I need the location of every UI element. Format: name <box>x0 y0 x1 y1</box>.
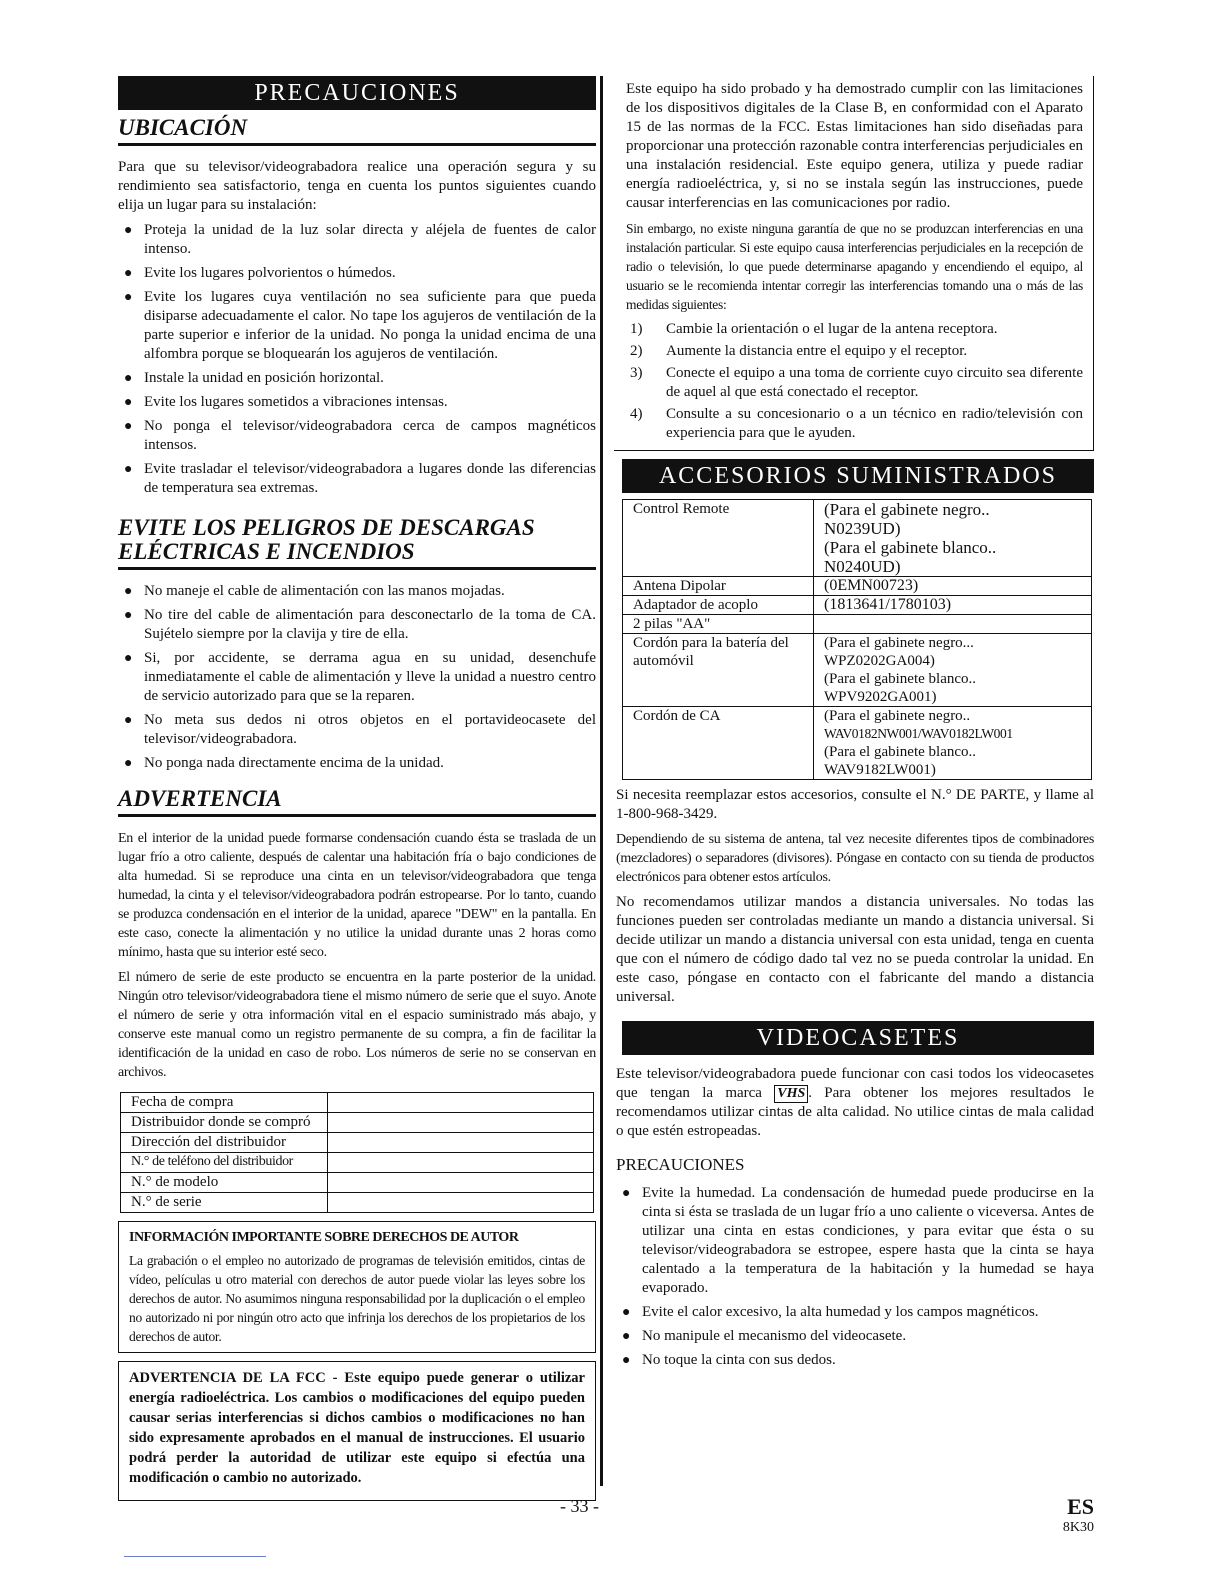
accesorios-banner: ACCESORIOS SUMINISTRADOS <box>622 459 1094 493</box>
fcc-compliance-box <box>614 76 1094 451</box>
page-number: - 33 - <box>560 1496 599 1516</box>
value-line: WAV0182NW001/WAV0182LW001 <box>824 726 1013 741</box>
language-code: ES <box>1067 1494 1094 1519</box>
value-line: (Para el gabinete negro.. <box>824 708 971 724</box>
value-line: (Para el gabinete negro... <box>824 635 974 651</box>
table-row <box>121 1093 594 1113</box>
list-item: ● Evite la humedad. La condensación de humedad puede producirse en la cinta si ésta se traslada de un lugar frío a uno caliente o viceversa. Antes de utilizar una cinta en estas condiciones, y para evitar que ésta o su televisor/videograbadora se estropee, espere hasta que la cinta se haya calentado a la temperatura de la habitación y la humedad se haya evaporado. <box>616 1184 1094 1298</box>
table-cell <box>814 615 1092 634</box>
table-cell: Cordón para la batería del automóvil <box>623 634 814 707</box>
footer-rule <box>124 1556 266 1557</box>
list-item: ● Instale la unidad en posición horizontal. <box>118 369 596 388</box>
value-line: (Para el gabinete negro.. <box>824 500 990 519</box>
table-cell: Antena Dipolar <box>623 577 814 596</box>
peligros-heading: EVITE LOS PELIGROS DE DESCARGAS ELÉCTRICAS E INCENDIOS <box>118 516 596 570</box>
step-text: Conecte el equipo a una toma de corriente cuyo circuito sea diferente de aquel al que está conectado el receptor. <box>666 365 1083 400</box>
accesorios-notes <box>616 786 1094 1007</box>
table-row <box>623 634 1092 707</box>
videocasetes-banner: VIDEOCASETES <box>622 1021 1094 1055</box>
accesorios-paragraph-1: Si necesita reemplazar estos accesorios, consulte el N.° DE PARTE, y llame al 1-800-968-3429. <box>616 787 1094 822</box>
table-row <box>623 707 1092 780</box>
ubicacion-heading: UBICACIÓN <box>118 116 596 146</box>
copyright-box <box>118 1221 596 1353</box>
peligros-list <box>118 582 596 773</box>
list-item: ● Evite los lugares polvorientos o húmedos. <box>118 264 596 283</box>
table-cell: Distribuidor donde se compró <box>121 1113 328 1133</box>
list-item: ● No ponga el televisor/videograbadora cerca de campos magnéticos intensos. <box>118 417 596 455</box>
list-item <box>626 320 1083 339</box>
list-item: ● Evite los lugares sometidos a vibraciones intensas. <box>118 393 596 412</box>
table-row <box>623 596 1092 615</box>
table-row <box>623 577 1092 596</box>
table-cell: Dirección del distribuidor <box>121 1133 328 1153</box>
table-row <box>121 1153 594 1173</box>
accesorios-paragraph-3: No recomendamos utilizar mandos a distancia universales. No todas las funciones pueden ser controladas mediante un mando a distancia universal. Si decide utilizar un mando a distancia universal con esta unidad, tenga en cuenta que con el número de código dado tal vez no se pueda controlar la unidad. En este caso, póngase en contacto con el fabricante del mando a distancia universal. <box>616 894 1094 1005</box>
fcc-paragraph-2: Sin embargo, no existe ninguna garantía de que no se produzcan interferencias en una instalación particular. Si este equipo causa interferencias perjudiciales en la recepción de radio o televisión, lo que puede determinarse apagando y encendiendo el equipo, al usuario se le recomienda intentar corregir las interferencias tomando una o más de las medidas siguientes: <box>626 221 1083 312</box>
column-divider <box>600 76 603 1486</box>
step-number: 2) <box>630 343 643 359</box>
table-cell <box>814 577 1092 596</box>
model-code: 8K30 <box>1062 1520 1094 1535</box>
value-line: WAV9182LW001) <box>824 762 936 778</box>
table-cell: Fecha de compra <box>121 1093 328 1113</box>
step-text: Aumente la distancia entre el equipo y el receptor. <box>666 343 968 359</box>
value-line: (Para el gabinete blanco.. <box>824 744 977 760</box>
step-text: Cambie la orientación o el lugar de la antena receptora. <box>666 321 998 337</box>
videocasetes-intro <box>616 1065 1094 1141</box>
step-number: 4) <box>630 406 643 422</box>
blank-field <box>328 1133 594 1153</box>
intro-text: Este televisor/videograbadora puede funcionar con casi todos los videocasetes que tengan la marca <box>616 1066 1094 1101</box>
blank-field <box>328 1153 594 1173</box>
left-column <box>118 76 596 1501</box>
table-cell <box>814 634 1092 707</box>
list-item: ● No maneje el cable de alimentación con las manos mojadas. <box>118 582 596 601</box>
ubicacion-list <box>118 221 596 498</box>
list-item: ● Evite los lugares cuya ventilación no sea suficiente para que pueda disiparse adecuadamente el calor. No tape los agujeros de ventilación de la parte superior e inferior de la unidad. No ponga la unidad encima de una alfombra porque se bloquearán los agujeros de ventilación. <box>118 288 596 364</box>
blank-field <box>328 1113 594 1133</box>
accesorios-table <box>622 499 1092 780</box>
value-line: (1813641/1780103) <box>824 596 952 613</box>
fcc-paragraph-1: Este equipo ha sido probado y ha demostrado cumplir con las limitaciones de los dispositivos digitales de la Clase B, en conformidad con el Aparato 15 de las normas de la FCC. Estas limitaciones han sido diseñadas para proporcionar una protección razonable contra interferencias perjudiciales en una instalación residencial. Este equipo genera, utiliza y puede radiar energía radioeléctrica, y, si no se instala según las instrucciones, puede causar interferencias en las comunicaciones por radio. <box>626 81 1083 211</box>
table-row <box>623 500 1092 577</box>
videocasetes-section <box>616 1065 1094 1370</box>
list-item: ● No ponga nada directamente encima de la unidad. <box>118 754 596 773</box>
step-text: Consulte a su concesionario o a un técnico en radio/televisión con experiencia para que le ayuden. <box>666 406 1083 441</box>
intro-text: . Para obtener los mejores resultados le recomendamos utilizar cintas de alta calidad. No utilice cintas de mala calidad o que estén estropeadas. <box>616 1085 1094 1139</box>
fcc-warning-text <box>129 1368 585 1488</box>
table-row <box>121 1173 594 1193</box>
table-cell: N.° de teléfono del distribuidor <box>121 1153 328 1173</box>
fcc-warning-box <box>118 1361 596 1501</box>
table-cell <box>814 596 1092 615</box>
precauciones-banner: PRECAUCIONES <box>118 76 596 110</box>
registro-table <box>120 1092 594 1213</box>
right-column <box>614 76 1094 1376</box>
fcc-warning-body: Este equipo puede generar o utilizar energía radioeléctrica. Los cambios o modificaciones del equipo pueden causar serias interferencias si dichos cambios o modificaciones no han sido expresamente aprobados en el manual de instrucciones. El usuario podrá perder la autoridad de utilizar este equipo si efectúa una modificación o cambio no autorizado. <box>129 1370 585 1486</box>
accesorios-paragraph-2: Dependiendo de su sistema de antena, tal vez necesite diferentes tipos de combinadores (mezcladores) o separadores (divisores). Póngase en contacto con su tienda de productos electrónicos para obtener estos artículos. <box>616 832 1094 885</box>
videocasetes-subtitle: PRECAUCIONES <box>616 1155 745 1174</box>
list-item <box>626 342 1083 361</box>
table-cell: N.° de serie <box>121 1193 328 1213</box>
table-row <box>121 1113 594 1133</box>
table-cell: N.° de modelo <box>121 1173 328 1193</box>
list-item: ● No meta sus dedos ni otros objetos en el portavideocasete del televisor/videograbadora. <box>118 711 596 749</box>
value-line: (0EMN00723) <box>824 577 919 594</box>
copyright-title: INFORMACIÓN IMPORTANTE SOBRE DERECHOS DE AUTOR <box>129 1230 519 1245</box>
step-number: 1) <box>630 321 643 337</box>
table-row <box>121 1193 594 1213</box>
table-cell: Adaptador de acoplo <box>623 596 814 615</box>
blank-field <box>328 1093 594 1113</box>
list-item: ● Evite trasladar el televisor/videograbadora a lugares donde las diferencias de temperatura sea extremas. <box>118 460 596 498</box>
vhs-logo: VHS <box>774 1085 808 1103</box>
table-row <box>623 615 1092 634</box>
list-item <box>626 405 1083 443</box>
blank-field <box>328 1193 594 1213</box>
table-cell: 2 pilas "AA" <box>623 615 814 634</box>
value-line: (Para el gabinete blanco.. <box>824 538 997 557</box>
list-item: ● No toque la cinta con sus dedos. <box>616 1351 1094 1370</box>
table-cell: Control Remote <box>623 500 814 577</box>
advertencia-heading: ADVERTENCIA <box>118 787 596 817</box>
list-item: ● Proteja la unidad de la luz solar directa y aléjela de fuentes de calor intenso. <box>118 221 596 259</box>
table-cell: Cordón de CA <box>623 707 814 780</box>
videocasetes-list <box>616 1184 1094 1370</box>
fcc-steps <box>626 320 1083 443</box>
list-item: ● No manipule el mecanismo del videocasete. <box>616 1327 1094 1346</box>
fcc-warning-lead: ADVERTENCIA DE LA FCC - <box>129 1370 345 1386</box>
table-row <box>121 1133 594 1153</box>
table-cell <box>814 500 1092 577</box>
copyright-text: La grabación o el empleo no autorizado de programas de televisión emitidos, cintas de vídeo, películas u otro material con derechos de autor puede violar las leyes sobre los derechos de autor. No asumimos ninguna responsabilidad por la duplicación o el empleo no autorizado ni por ningún otro acto que infrinja los derechos de los propietarios de los derechos de autor. <box>129 1253 585 1344</box>
value-line: (Para el gabinete blanco.. <box>824 671 977 687</box>
value-line: WPV9202GA001) <box>824 689 937 705</box>
list-item: ● Evite el calor excesivo, la alta humedad y los campos magnéticos. <box>616 1303 1094 1322</box>
blank-field <box>328 1173 594 1193</box>
list-item: ● Si, por accidente, se derrama agua en su unidad, desenchufe inmediatamente el cable de alimentación y lleve la unidad a nuestro centro de servicio autorizado para que se la reparen. <box>118 649 596 706</box>
advertencia-paragraph-1: En el interior de la unidad puede formarse condensación cuando ésta se traslada de un lugar frío a otro caliente, después de calentar una habitación fría o bajo condiciones de alta humedad. Si se reproduce una cinta en un televisor/videograbadora que tenga humedad, la cinta y el televisor/videograbadora podrán estropearse. Por lo tanto, cuando se produzca condensación en el interior de la unidad, aparece "DEW" en la pantalla. En este caso, conecte la alimentación y no utilice la unidad durante unas 2 horas como mínimo, hasta que su interior esté seco. <box>118 831 596 960</box>
table-cell <box>814 707 1092 780</box>
ubicacion-intro: Para que su televisor/videograbadora realice una operación segura y su rendimiento sea satisfactorio, tenga en cuenta los puntos siguientes cuando elija un lugar para su instalación: <box>118 159 596 213</box>
step-number: 3) <box>630 365 643 381</box>
list-item: ● No tire del cable de alimentación para desconectarlo de la toma de CA. Sujételo siempre por la clavija y tire de ella. <box>118 606 596 644</box>
value-line: WPZ0202GA004) <box>824 653 935 669</box>
list-item <box>626 364 1083 402</box>
value-line: N0240UD) <box>824 557 901 576</box>
advertencia-paragraph-2: El número de serie de este producto se encuentra en la parte posterior de la unidad. Ningún otro televisor/videograbadora tiene el mismo número de serie que el suyo. Anote el número de serie y otra información vital en el espacio suministrado más abajo, y conserve este manual como un registro permanente de su compra, a fin de facilitar la identificación de la unidad en caso de robo. Los números de serie no se conservan en archivos. <box>118 970 596 1080</box>
value-line: N0239UD) <box>824 519 901 538</box>
